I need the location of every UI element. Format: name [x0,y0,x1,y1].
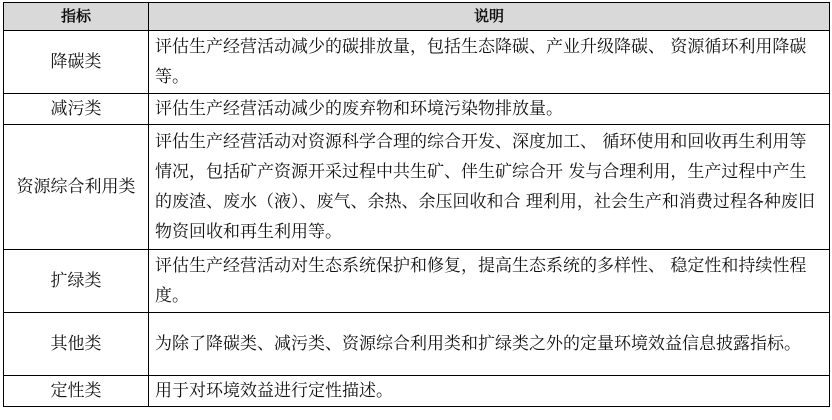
indicator-description: 评估生产经营活动减少的碳排放量，包括生态降碳、产业升级降碳、 资源循环利用降碳等。 [149,31,830,94]
indicator-name: 减污类 [4,94,149,125]
table-row [4,376,830,407]
header-indicator: 指标 [4,3,149,31]
table-header-row [4,3,830,31]
table-row [4,94,830,125]
table-row [4,313,830,376]
indicator-name: 扩绿类 [4,250,149,313]
table-row [4,125,830,250]
indicator-description: 评估生产经营活动对资源科学合理的综合开发、深度加工、 循环使用和回收再生利用等情况，包括矿产资源开采过程中共生矿、伴生矿综合开 发与合理利用，生产过程中产生的废渣、废水（液）、废气、余热、余压回收和合 理利用，社会生产和消费过程各种废旧物资回收和再生利用等。 [149,125,830,250]
indicator-name: 资源综合利用类 [4,125,149,250]
indicator-description: 用于对环境效益进行定性描述。 [149,376,830,407]
table-row [4,31,830,94]
indicator-description: 评估生产经营活动减少的废弃物和环境污染物排放量。 [149,94,830,125]
indicator-table [3,2,830,407]
header-description: 说明 [149,3,830,31]
indicator-name: 定性类 [4,376,149,407]
indicator-name: 降碳类 [4,31,149,94]
table-row [4,250,830,313]
indicator-description: 评估生产经营活动对生态系统保护和修复，提高生态系统的多样性、 稳定性和持续性程度。 [149,250,830,313]
indicator-name: 其他类 [4,313,149,376]
indicator-description: 为除了降碳类、减污类、资源综合利用类和扩绿类之外的定量环境效益信息披露指标。 [149,313,830,376]
